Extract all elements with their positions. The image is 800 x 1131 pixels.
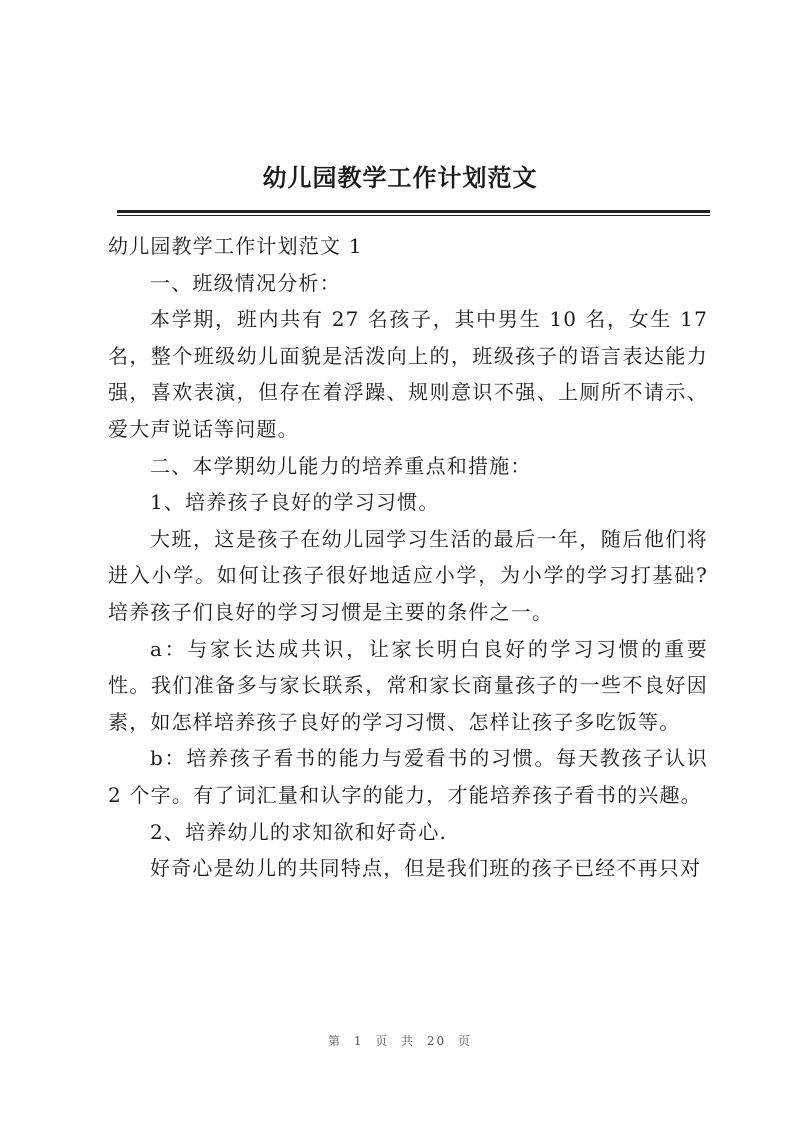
section-heading: 幼儿园教学工作计划范文 1 — [108, 234, 363, 258]
document-body — [108, 228, 708, 887]
paragraph: 大班，这是孩子在幼儿园学习生活的最后一年，随后他们将进入小学。如何让孩子很好地适应小学，为小学的学习打基础?培养孩子们良好的学习习惯是主要的条件之一。 — [108, 526, 708, 624]
paragraph: 1、培养孩子良好的学习习惯。 — [150, 490, 440, 515]
paragraph: 2、培养幼儿的求知欲和好奇心. — [150, 819, 448, 844]
paragraph: b：培养孩子看书的能力与爱看书的习惯。每天教孩子认识 2 个字。有了词汇量和认字的能力，才能培养孩子看书的兴趣。 — [108, 746, 708, 807]
page-title: 幼儿园教学工作计划范文 — [262, 163, 538, 192]
page-number-footer: 第 1 页 共 20 页 — [328, 1034, 472, 1048]
paragraph: 二、本学期幼儿能力的培养重点和措施： — [150, 453, 532, 478]
paragraph: a：与家长达成共识，让家长明白良好的学习习惯的重要性。我们准备多与家长联系，常和家长商量孩子的一些不良好因素，如怎样培养孩子良好的学习习惯、怎样让孩子多吃饭等。 — [108, 636, 708, 734]
title-divider — [117, 210, 710, 213]
paragraph: 本学期，班内共有 27 名孩子，其中男生 10 名，女生 17 名，整个班级幼儿面貌是活泼向上的，班级孩子的语言表达能力强，喜欢表演，但存在着浮躁、规则意识不强、上厕所不请示、爱大声说话等问题。 — [108, 307, 708, 441]
paragraph: 一、班级情况分析： — [150, 270, 341, 295]
paragraph: 好奇心是幼儿的共同特点，但是我们班的孩子已经不再只对 — [150, 856, 702, 881]
